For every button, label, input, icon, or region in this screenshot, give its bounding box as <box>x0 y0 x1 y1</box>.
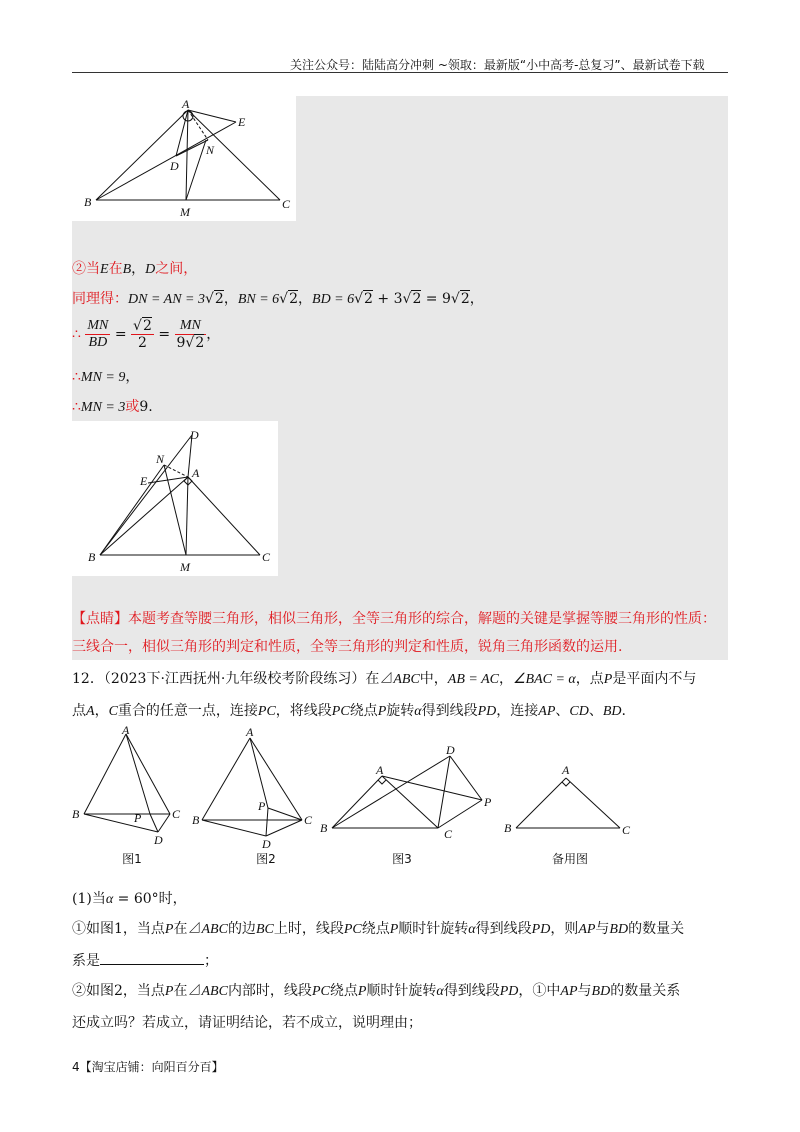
var-D: D <box>145 262 156 277</box>
fig1-label-C: C <box>172 807 181 821</box>
fraction: $\frac{MN}{9√2}$ <box>176 318 205 351</box>
fig2-label-C: C <box>304 813 313 827</box>
text: = 9 <box>421 291 451 307</box>
sqrt-value: 2 <box>289 291 299 307</box>
label-C: C <box>282 197 291 211</box>
therefore-symbol: ∴ <box>72 326 81 343</box>
label-N: N <box>156 452 165 466</box>
header-divider <box>72 72 728 73</box>
denominator: 9 <box>176 335 186 351</box>
note-text: 本题考查等腰三角形，相似三角形，全等三角形的综合，解题的关键是掌握等腰三角形的性质： <box>128 611 716 627</box>
fig1-label-B: B <box>72 807 80 821</box>
label-D: D <box>190 428 199 442</box>
label-A: A <box>182 97 190 111</box>
text: ， <box>298 291 313 307</box>
label-B: B <box>84 195 92 209</box>
case-number: ② <box>72 261 86 277</box>
sqrt-value: 2 <box>364 291 373 307</box>
sqrt-value: 2 <box>195 335 205 351</box>
expr: BN = 6 <box>237 292 280 307</box>
caption-spare: 备用图 <box>551 852 588 866</box>
solution-background <box>295 96 728 221</box>
text: ， <box>125 369 140 385</box>
triangle-figure-case1 <box>72 96 296 221</box>
sqrt-value: 2 <box>460 291 470 307</box>
caption-fig3: 图3 <box>392 852 412 866</box>
text: 或 <box>125 399 140 415</box>
expr: DN = AN = 3 <box>128 292 205 307</box>
text: = <box>114 326 127 343</box>
solution-background <box>278 421 728 576</box>
solution-line-5 <box>72 396 153 416</box>
fig2-label-D: D <box>262 837 271 851</box>
fig2-label-B: B <box>192 813 200 827</box>
label-C: C <box>262 550 271 564</box>
fig3-label-D: D <box>446 743 455 757</box>
fig3-label-B: B <box>320 821 328 835</box>
solution-line-4 <box>72 366 139 386</box>
fig1-label-A: A <box>122 724 130 737</box>
therefore-symbol: ∴ <box>72 369 81 385</box>
expr: BD = 6 <box>312 292 355 307</box>
fig3-label-C: C <box>444 827 453 841</box>
fig1-label-P: P <box>134 811 142 825</box>
label-D: D <box>170 159 179 173</box>
denominator: BD <box>88 335 108 350</box>
fig4-label-B: B <box>504 821 512 835</box>
fig2-label-A: A <box>246 725 254 739</box>
text: ， <box>131 261 146 277</box>
expr: MN = 3 <box>80 400 126 415</box>
fig4-label-A: A <box>562 763 570 777</box>
note-line-1 <box>72 608 716 628</box>
part-1-q2-line-2: 还成立吗？若成立，请证明结论，若不成立，说明理由； <box>72 1015 422 1031</box>
text: + 3 <box>372 291 403 307</box>
part-1-heading: (1)当α = 60°时， <box>72 891 187 907</box>
fig1-label-D: D <box>154 833 163 847</box>
text: 当 <box>86 261 100 277</box>
sqrt-value: 2 <box>214 291 224 307</box>
text: ， <box>223 291 238 307</box>
label-M: M <box>180 560 190 574</box>
text: . <box>148 399 153 415</box>
caption-fig1: 图1 <box>122 852 142 866</box>
label-E: E <box>238 115 246 129</box>
therefore-symbol: ∴ <box>72 399 81 415</box>
text: 在 <box>108 261 123 277</box>
note-text: 三线合一，相似三角形的判定和性质，全等三角形的判定和性质，锐角三角形函数的运用. <box>72 639 623 655</box>
page-header: 关注公众号：陆陆高分冲刺 ~领取：最新版“小中高考-总复习”、最新试卷下载 <box>290 58 705 72</box>
part-1-q1-line-2: 系是 ； <box>72 953 218 969</box>
numerator: MN <box>87 318 109 333</box>
expr: MN = 9 <box>80 370 126 385</box>
text: ， <box>469 291 484 307</box>
fig2-label-P: P <box>258 799 266 813</box>
note-line-2 <box>72 636 622 656</box>
fig4-label-C: C <box>622 823 631 837</box>
caption-fig2: 图2 <box>256 852 276 866</box>
label-E: E <box>140 474 148 488</box>
fig3-label-P: P <box>484 795 492 809</box>
text: = <box>158 326 171 343</box>
part-1-q1-line-1: ①如图1，当点P在⊿ABC的边BC上时，线段PC绕点P顺时针旋转α得到线段PD，则AP与BD的数量关 <box>72 921 685 937</box>
solution-line-case2 <box>72 258 197 278</box>
numerator: 2 <box>142 318 152 334</box>
triangle-figure-case2 <box>72 421 278 576</box>
fraction <box>85 318 110 351</box>
text: 同理得： <box>72 291 128 307</box>
var-E: E <box>100 262 109 277</box>
var-B: B <box>122 262 132 277</box>
label-B: B <box>88 550 96 564</box>
label-A: A <box>192 466 200 480</box>
label-N: N <box>206 143 215 157</box>
sqrt-value: 2 <box>412 291 422 307</box>
question-12-line-2: 点A，C重合的任意一点，连接PC，将线段PC绕点P旋转α得到线段PD，连接AP、CD、BD. <box>72 703 626 719</box>
note-tag: 【点睛】 <box>72 611 128 627</box>
fraction: $\frac{√2}{2}$ <box>133 318 152 351</box>
solution-line-2: 同理得：DN = AN = 3√2，BN = 6√2，BD = 6√2 + 3√2 = 9√2， <box>72 291 484 307</box>
text: 之间， <box>155 261 198 277</box>
question-12-line-1: 12．（2023下·江西抚州·九年级校考阶段练习）在⊿ABC中，AB = AC，∠BAC = α，点P是平面内不与 <box>72 671 697 687</box>
part-1-q2-line-1: ②如图2，当点P在⊿ABC内部时，线段PC绕点P顺时针旋转α得到线段PD，①中AP与BD的数量关系 <box>72 983 681 999</box>
text: ， <box>206 326 221 343</box>
answer-blank[interactable] <box>100 952 204 965</box>
solution-line-3 <box>72 318 220 351</box>
denominator: 2 <box>137 335 147 351</box>
page-footer: 4【淘宝店铺：向阳百分百】 <box>72 1060 224 1074</box>
text: 9 <box>139 399 149 415</box>
label-M: M <box>180 205 190 219</box>
fig3-label-A: A <box>376 763 384 777</box>
numerator: MN <box>175 318 207 335</box>
